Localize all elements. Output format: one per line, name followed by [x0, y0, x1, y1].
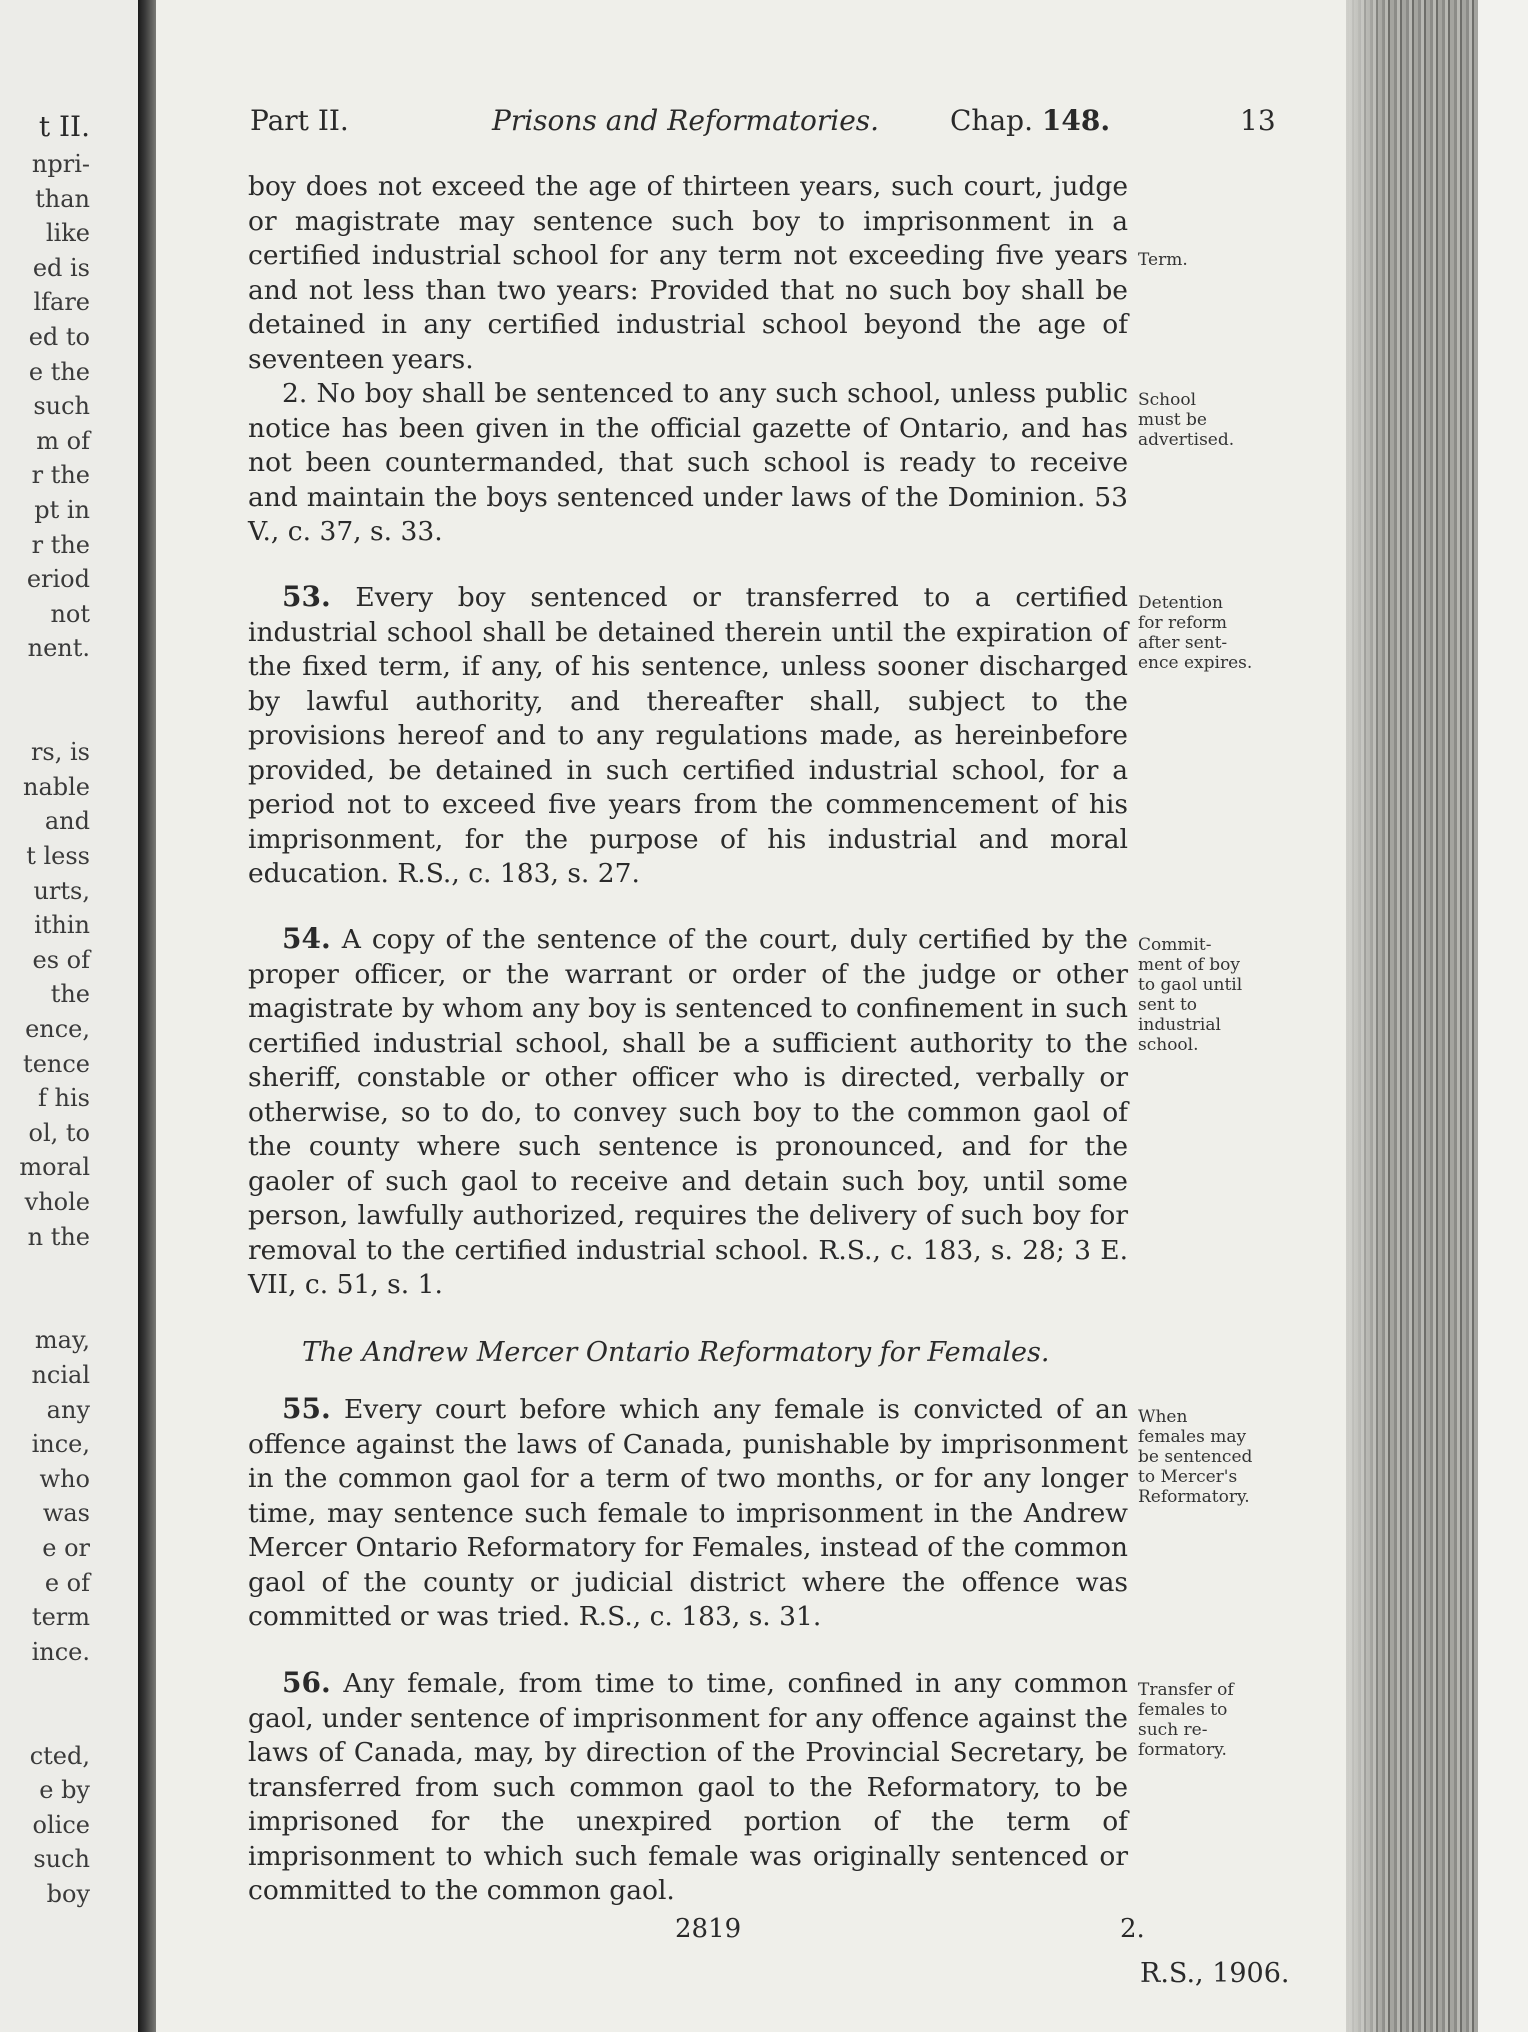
left-page-line: e or	[42, 1534, 90, 1562]
left-page-line: es of	[32, 945, 90, 974]
section-55-text: Every court before which any female is convicted of an offence against the laws of Canada, punishable by imprisonment in the common gaol for a term of two months, or for any longer time, may sentence such female to imprisonment in the Andrew Mercer Ontario Reformatory for Females, instead of the common gaol of the county or judicial district where the offence was committed or was tried. R.S., c. 183, s. 31.	[248, 1394, 1128, 1632]
left-page-line: ed to	[28, 323, 90, 351]
marginal-note-term: Term.	[1138, 250, 1188, 270]
left-page-line: m of	[36, 426, 90, 455]
left-page-line: ince.	[31, 1637, 90, 1666]
section-56	[248, 1666, 1128, 1909]
left-page-line: than	[35, 184, 90, 213]
left-page-line: npri-	[31, 150, 90, 178]
section-53	[248, 580, 1128, 892]
section-54-number: 54.	[282, 922, 331, 955]
left-page-line: and	[44, 807, 90, 836]
left-page-fragment	[0, 0, 138, 2032]
section-54-text: A copy of the sentence of the court, duly certified by the proper officer, or the warrant or order of the judge or other magistrate by whom any boy is sentenced to confinement in such certified industrial school, shall be a sufficient authority to the sheriff, constable or other officer who is directed, verbally or otherwise, so to do, to convey such boy to the common gaol of the county where such sentence is pronounced, and for the gaoler of such gaol to receive and detain such boy, until some person, lawfully authorized, requires the delivery of such boy for removal to the certified industrial school. R.S., c. 183, s. 28; 3 E. VII, c. 51, s. 1.	[248, 924, 1128, 1300]
left-page-line: ncial	[31, 1361, 90, 1389]
left-page-line: such	[33, 392, 90, 421]
left-page-line: rs, is	[30, 738, 90, 767]
section-55-number: 55.	[282, 1392, 331, 1425]
section-52-paragraph-1: boy does not exceed the age of thirteen years, such court, judge or magistrate may sentence such boy to imprisonment in a certified industrial school for any term not exceeding five years and not less than two years: Provided that no such boy shall be detained in any certified industrial school beyond the age of seventeen years.	[248, 171, 1128, 375]
left-page-line: like	[45, 219, 90, 248]
left-page-line: vhole	[24, 1188, 90, 1216]
left-page-line: who	[39, 1464, 90, 1493]
page-edges	[1346, 0, 1528, 2032]
marginal-note-school-advertised: School must be advertised.	[1138, 390, 1235, 450]
left-page-line: t less	[26, 842, 90, 870]
left-page-line: not	[50, 599, 90, 628]
catchword: 2.	[1120, 1914, 1145, 1944]
left-page-line: any	[46, 1395, 90, 1424]
left-page-line: nent.	[27, 634, 90, 663]
left-page-line: n the	[27, 1222, 90, 1251]
section-55	[248, 1392, 1128, 1635]
left-page-line: urts,	[33, 876, 90, 905]
left-page-line: e of	[44, 1568, 90, 1597]
left-page-line: ithin	[34, 911, 90, 940]
left-page-line: olice	[32, 1810, 90, 1839]
section-52-paragraph-2: 2. No boy shall be sentenced to any such school, unless public notice has been given in the official gazette of Ontario, and has not been countermanded, that such school is ready to receive and maintain the boys sentenced under laws of the Dominion. 53 V., c. 37, s. 33.	[248, 378, 1128, 547]
left-page-line: lfare	[33, 288, 90, 317]
book-gutter	[138, 0, 156, 2032]
left-page-line: r the	[31, 530, 90, 559]
marginal-note-when-females: When females may be sentenced to Mercer's Reformatory.	[1138, 1407, 1253, 1507]
left-page-line: term	[31, 1603, 90, 1632]
left-page-line: the	[50, 980, 90, 1009]
section-52-continuation	[248, 170, 1128, 550]
left-page-line: eriod	[26, 565, 90, 594]
page-number-top: 13	[1240, 104, 1276, 137]
section-54	[248, 922, 1128, 1303]
section-56-number: 56.	[282, 1666, 331, 1699]
running-head-title: Prisons and Reformatories.	[492, 104, 880, 137]
left-page-line: ince,	[31, 1430, 90, 1459]
left-page-line: pt in	[34, 496, 90, 524]
left-page-line: ence,	[25, 1015, 90, 1043]
page-number-bottom: 2819	[675, 1914, 742, 1944]
marginal-note-detention: Detention for reform after sent- ence expires.	[1138, 593, 1253, 673]
left-page-line: was	[42, 1499, 90, 1528]
running-head-part: Part II.	[250, 104, 349, 137]
left-page-line: may,	[34, 1326, 90, 1355]
chapter-label: Chap.	[950, 104, 1033, 137]
left-page-heading: t II.	[38, 110, 90, 143]
left-page-line: e by	[39, 1776, 90, 1805]
section-56-text: Any female, from time to time, confined in any common gaol, under sentence of imprisonment for any offence against the laws of Canada, may, by direction of the Provincial Secretary, be transferred from such common gaol to the Reformatory, to be imprisoned for the unexpired portion of the term of imprisonment to which such female was originally sentenced or committed to the common gaol.	[248, 1668, 1128, 1906]
running-head-chapter	[950, 104, 1110, 137]
left-page-line: f his	[38, 1084, 90, 1113]
left-page-line: nable	[22, 772, 90, 801]
chapter-number: 148.	[1041, 104, 1111, 137]
left-page-line: ol, to	[28, 1118, 90, 1147]
marginal-note-transfer: Transfer of females to such re- formatory.	[1138, 1680, 1234, 1760]
series-label: R.S., 1906.	[1140, 1958, 1290, 1989]
section-53-text: Every boy sentenced or transferred to a certified industrial school shall be detained therein until the expiration of the fixed term, if any, of his sentence, unless sooner discharged by lawful authority, and thereafter shall, subject to the provisions hereof and to any regulations made, as hereinbefore provided, be detained in such certified industrial school, for a period not to exceed five years from the commencement of his imprisonment, for the purpose of his industrial and moral education. R.S., c. 183, s. 27.	[248, 582, 1128, 889]
left-page-line: moral	[19, 1153, 90, 1182]
left-page-line: cted,	[29, 1741, 90, 1770]
marginal-note-commitment: Commit- ment of boy to gaol until sent to industrial school.	[1138, 935, 1243, 1055]
left-page-line: e the	[28, 357, 90, 386]
left-page-line: boy	[46, 1880, 90, 1908]
left-page-line: tence	[23, 1049, 90, 1078]
left-page-line: ed is	[32, 253, 90, 282]
section-53-number: 53.	[282, 580, 331, 613]
left-page-line: r the	[31, 461, 90, 490]
left-page-line: such	[33, 1845, 90, 1874]
mercer-reformatory-heading: The Andrew Mercer Ontario Reformatory for Females.	[302, 1337, 1050, 1368]
